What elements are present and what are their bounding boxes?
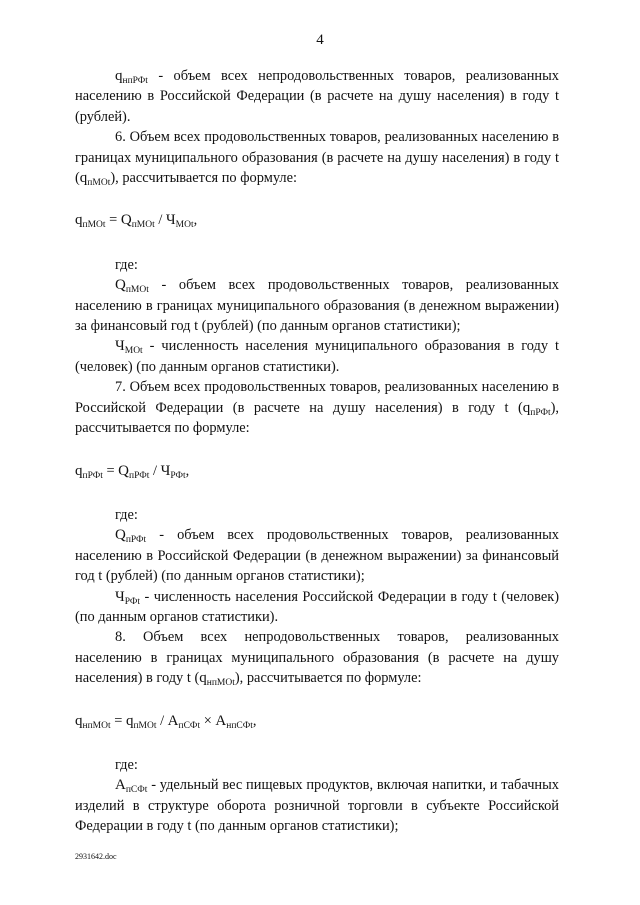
definition-Q-pRFt: $Q_{пРФt}$ - объем всех продовольственных товаров, реализованных населению в Российской Федерации (в денежном выражении) за финансовый год t (рублей) (по данным органов статистики); bbox=[75, 527, 559, 585]
paragraph-6: 6. Объем всех продовольственных товаров, реализованных населению в границах муниципального образования (в расчете на душу населения) в году t $(q_{пМОt})$, рассчитывается по формуле: bbox=[75, 129, 559, 189]
where-label: где: bbox=[115, 506, 138, 523]
formula-q-pMOt: $q_{пМОt} = Q_{пМОt} / Ч_{МОt}$, bbox=[75, 212, 198, 231]
where-label: где: bbox=[115, 756, 138, 773]
page-number: 4 bbox=[316, 32, 324, 48]
definition-A-pSFt: $A_{пСФt}$ - удельный вес пищевых продуктов, включая напитки, и табачных изделий в структуре оборота розничной торговли в субъекте Российской Федерации в году t (по данным органов статистики); bbox=[75, 777, 559, 835]
formula-q-pRFt: $q_{пРФt} = Q_{пРФt} / Ч_{РФt}$, bbox=[75, 462, 190, 481]
document-body bbox=[75, 66, 559, 837]
definition-Ch-MOt: $Ч_{МОt}$ - численность населения муниципального образования в году t (человек) (по данным органов статистики). bbox=[75, 338, 559, 375]
definition-q-npRFt: $q_{нпРФt}$ - объем всех непродовольственных товаров, реализованных населению в Российской Федерации (в расчете на душу населения) в году t (рублей). bbox=[75, 68, 559, 125]
paragraph-8: 8. Объем всех непродовольственных товаров, реализованных населению в границах муниципального образования (в расчете на душу населения) в году t $(q_{нпМОt})$, рассчитывается по формуле: bbox=[75, 629, 559, 689]
paragraph-7: 7. Объем всех продовольственных товаров, реализованных населению в Российской Федерации (в расчете на душу населения) в году t $(q_{пРФt})$, рассчитывается по формуле: bbox=[75, 379, 559, 437]
definition-Q-pMOt: $Q_{пМОt}$ - объем всех продовольственных товаров, реализованных населению в границах муниципального образования (в денежном выражении) за финансовый год t (рублей) (по данным органов статистики); bbox=[75, 277, 559, 335]
definition-Ch-RFt: $Ч_{РФt}$ - численность населения Российской Федерации в году t (человек) (по данным органов статистики). bbox=[75, 588, 559, 625]
where-label: где: bbox=[115, 256, 138, 273]
formula-q-npMOt: $q_{нпМОt} = q_{пМОt} / A_{пСФt} \times A_{нпСФt}$, bbox=[75, 712, 257, 731]
document-filename: 2931642.doc bbox=[75, 852, 117, 861]
